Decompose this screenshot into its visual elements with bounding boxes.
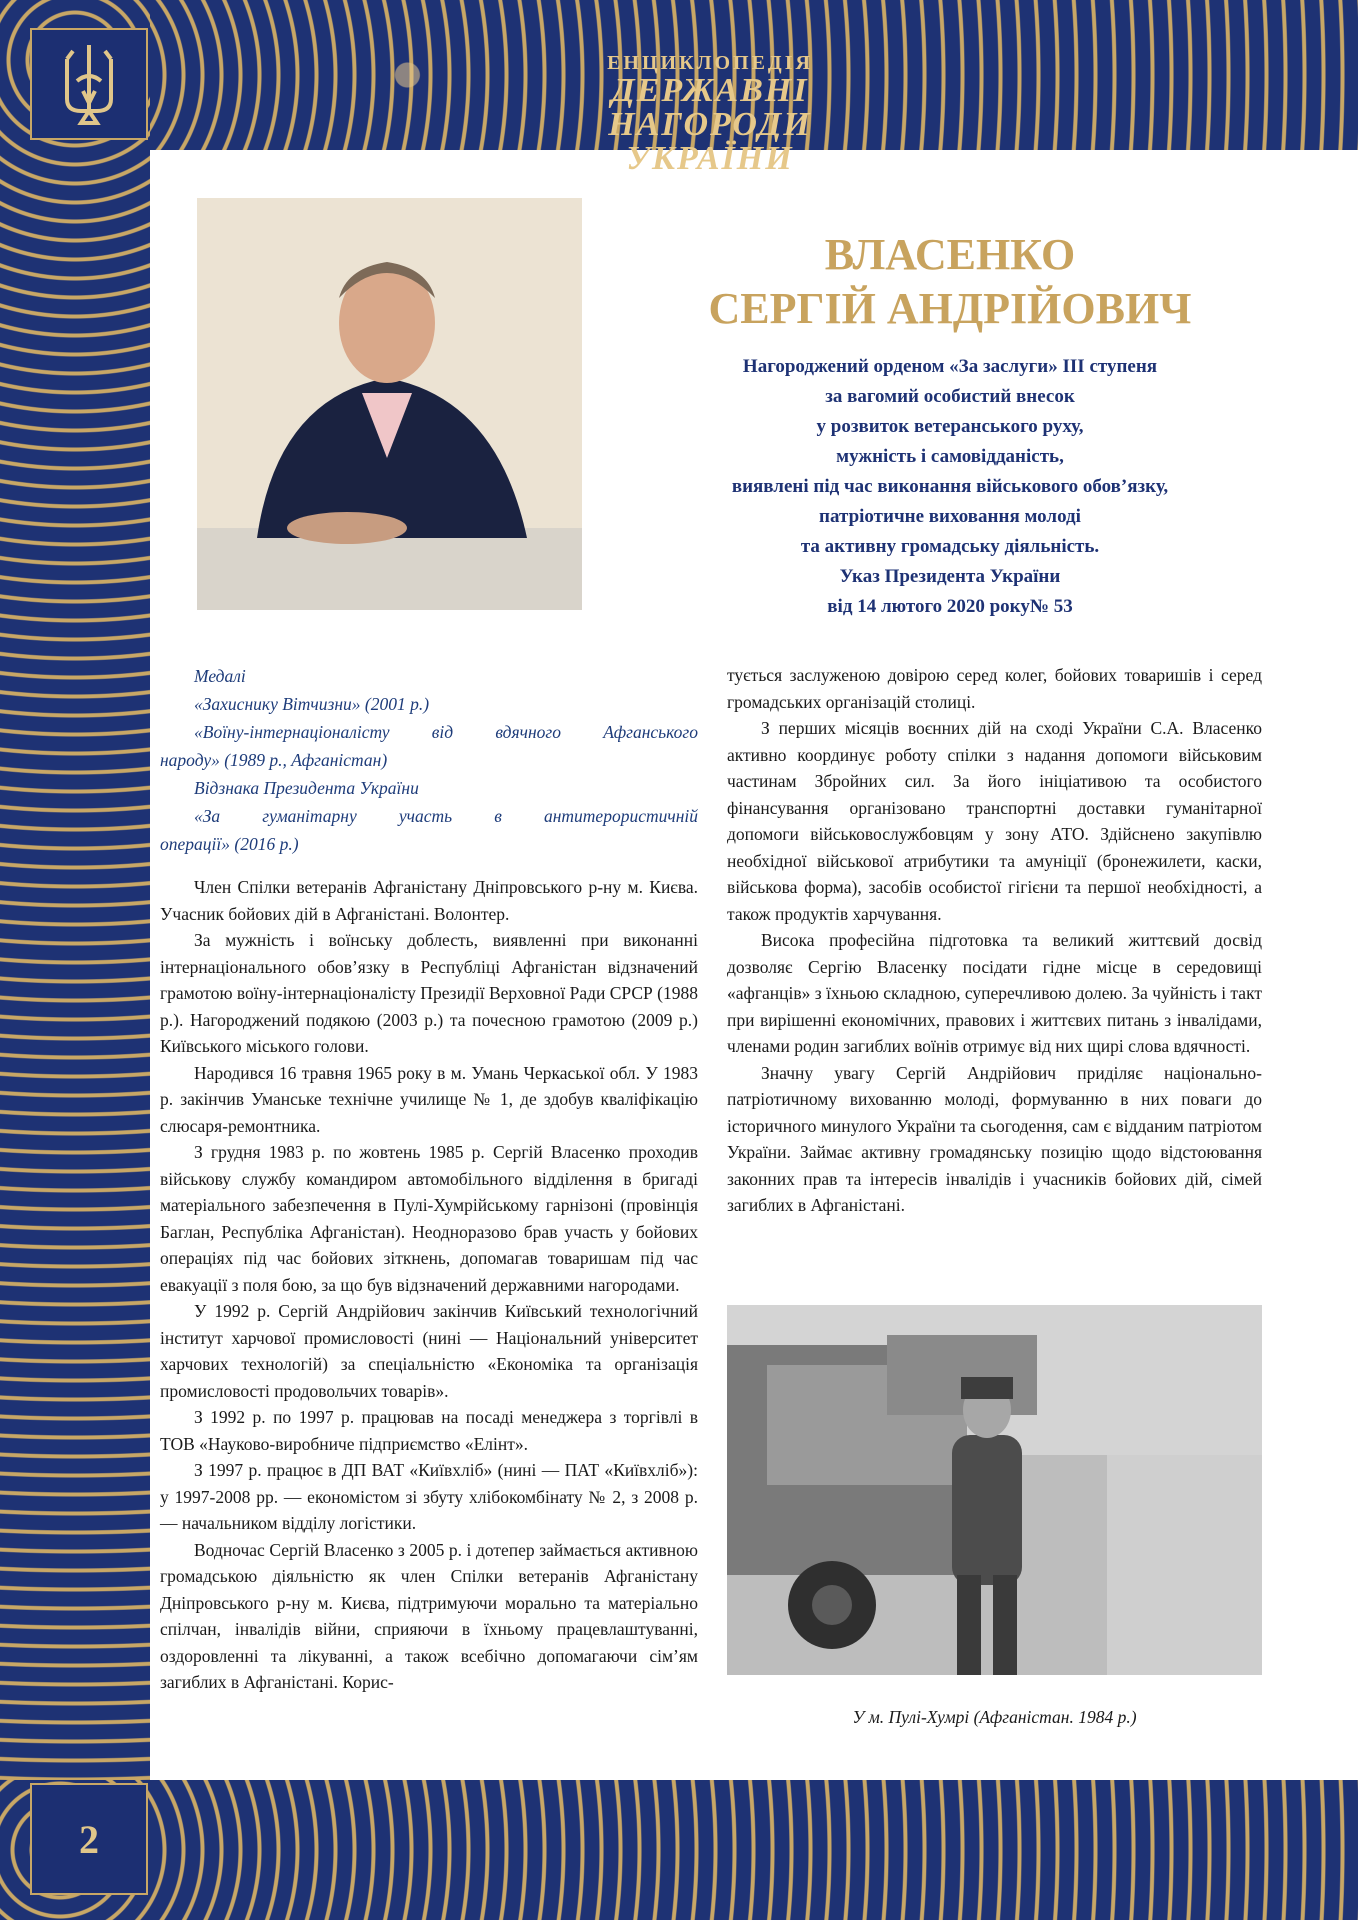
- award-line: та активну громадську діяльність.: [800, 536, 1100, 557]
- medal-item-continued: народу» (1989 р., Афганістан): [160, 750, 388, 770]
- paragraph: Народився 16 травня 1965 року в м. Умань Черкаської обл. У 1983 р. закінчив Уманське технічне училище № 1, де здобув кваліфікацію слюсаря-ремонтника.: [160, 1062, 698, 1136]
- paragraph: Значну увагу Сергій Андрійович приділяє національно-патріотичному вихованню молоді, формуванню в них поваги до історичного минулого України та сьогодення, сам є відданим патріотом України. Займає активну громадянську позицію щодо відстоювання законних прав та інтересів інвалідів і учасників бойових дій, сімей загиблих в Афганістані.: [727, 1062, 1262, 1215]
- paragraph: З 1992 р. по 1997 р. працював на посаді менеджера з торгівлі в ТОВ «Науково-виробниче підприємство «Елінт».: [160, 1407, 698, 1454]
- distinction-item: «За гуманітарну участь в антитерористичній: [194, 806, 698, 826]
- award-line: Указ Президента України: [839, 566, 1061, 587]
- emblem-box: [30, 28, 148, 140]
- portrait-photo: [197, 198, 582, 610]
- award-line: Нагороджений орденом «За заслуги» ІІІ ступеня: [742, 356, 1158, 377]
- biography-left-column: [160, 874, 698, 1696]
- given-names: СЕРГІЙ АНДРІЙОВИЧ: [708, 284, 1192, 333]
- award-line: від 14 лютого 2020 року№ 53: [827, 596, 1073, 617]
- historic-photo: [727, 1305, 1262, 1675]
- distinction-heading: Відзнака Президента України: [194, 778, 419, 798]
- medal-item: «Захиснику Вітчизни» (2001 р.): [194, 694, 430, 714]
- paragraph: Член Спілки ветеранів Афганістану Дніпровського р-ну м. Києва. Учасник бойових дій в Афганістані. Волонтер.: [160, 877, 698, 924]
- paragraph: З 1997 р. працює в ДП ВАТ «Київхліб» (нині — ПАТ «Київхліб»): у 1997-2008 рр. — економістом зі збуту хлібокомбінату № 2, з 2008 р. — начальником відділу логістики.: [160, 1460, 698, 1533]
- paragraph: Водночас Сергій Власенко з 2005 р. і дотепер займається активною громадською діяльністю як член Спілки ветеранів Афганістану Дніпровського р-ну м. Києва, підтримуючи морально та матеріально спілчан, інвалідів війни, сприяючи в їхньому працевлаштуванні, оздоровленні та лікуванні, а також всебічно допомагаючи сім’ям загиблих в Афганістані. Корис-: [160, 1539, 698, 1692]
- paragraph-continued: тується заслуженою довірою серед колег, бойових товаришів і серед громадських організацій столиці.: [727, 665, 1262, 712]
- ornament-bottom-border: [0, 1780, 1358, 1920]
- paragraph: У 1992 р. Сергій Андрійович закінчив Київський технологічний інститут харчової промисловості (нині — Національний університет харчових технологій) за спеціальністю «Економіка та організація промисловості продовольчих товарів».: [160, 1301, 698, 1401]
- page-number: 2: [30, 1783, 148, 1895]
- award-statement: [640, 352, 1260, 622]
- award-line: патріотичне виховання молоді: [819, 506, 1081, 527]
- paragraph: Висока професійна підготовка та великий життєвий досвід дозволяє Сергію Власенку посідати гідне місце в середовищі «афганців» з їхньою складною, суперечливою долею. За чуйність і такт при вирішенні економічних, правових і життєвих питань з інвалідами, членами родин загиблих воїнів отримує від них щирі слова вдячності.: [727, 930, 1262, 1056]
- surname: ВЛАСЕНКО: [824, 230, 1076, 279]
- ornament-left-border: [0, 0, 150, 1920]
- paragraph: З перших місяців воєнних дій на сході України С.А. Власенко активно координує роботу спілки з надання допомоги військовим частинам Збройних сил. За його ініціативою та особистого фінансування організовано транспортні доставки гуманітарної допомоги військовослужбовцям у зону АТО. Здійснено закупівлю необхідної військової атрибутики та амуніції (бронежилети, каски, військова форма), засобів особистої гігієни та першої необхідності, а також продуктів харчування.: [727, 718, 1262, 924]
- award-line: у розвиток ветеранського руху,: [816, 416, 1084, 437]
- biography-right-column: [727, 662, 1262, 1219]
- distinction-item-continued: операції» (2016 р.): [160, 834, 299, 854]
- award-line: мужність і самовідданість,: [836, 446, 1064, 467]
- medals-list: [160, 662, 698, 858]
- title-line-1: ДЕРЖАВНІ НАГОРОДИ: [608, 72, 812, 143]
- title-line-2: УКРАЇНИ: [626, 140, 794, 177]
- encyclopedia-title: [505, 52, 915, 177]
- award-line: виявлені під час виконання військового обов’язку,: [731, 476, 1169, 497]
- title-small: ЕНЦИКЛОПЕДІЯ: [607, 52, 813, 74]
- photo-caption: У м. Пулі-Хумрі (Афганістан. 1984 р.): [852, 1707, 1137, 1727]
- award-line: за вагомий особистий внесок: [825, 386, 1075, 407]
- person-name: [640, 228, 1260, 336]
- medals-heading: Медалі: [194, 666, 246, 686]
- paragraph: За мужність і воїнську доблесть, виявленні при виконанні інтернаціонального обов’язку в Республіці Афганістан відзначений грамотою воїну-інтернаціоналісту Президії Верховної Ради СРСР (1988 р.). Нагороджений подякою (2003 р.) та почесною грамотою (2009 р.) Київського міського голови.: [160, 930, 698, 1056]
- medal-item: «Воїну-інтернаціоналісту від вдячного Афганського: [194, 722, 698, 742]
- trident-emblem-icon: [59, 41, 119, 127]
- paragraph: З грудня 1983 р. по жовтень 1985 р. Сергій Власенко проходив військову службу командиром автомобільного відділення в бригаді матеріального забезпечення в Пулі-Хумрійському гарнізоні (провінція Баглан, Республіка Афганістан). Неодноразово брав участь у бойових операціях під час бойових зіткнень, допомагав товаришам під час евакуації з поля бою, за що був відзначений державними нагородами.: [160, 1142, 698, 1295]
